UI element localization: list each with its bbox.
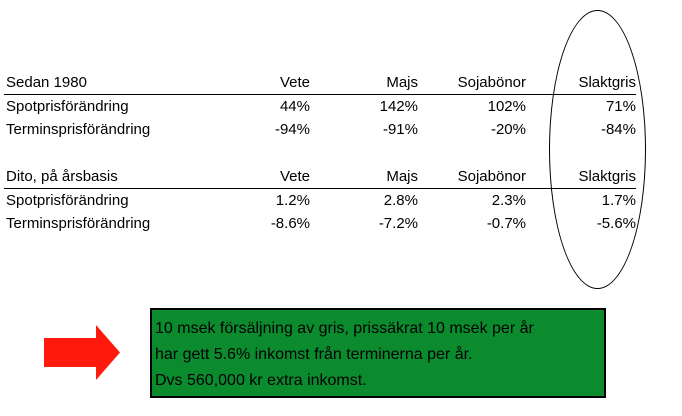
table2-header-divider <box>4 188 636 189</box>
table2-header-vete: Vete <box>279 168 310 185</box>
cell-majs: -91% <box>382 121 418 138</box>
table1-header-majs: Majs <box>386 74 418 91</box>
cell-sojabonor: 102% <box>487 98 526 115</box>
table1-header-vete: Vete <box>279 74 310 91</box>
right-arrow-icon <box>44 325 120 380</box>
row-label: Spotprisförändring <box>6 192 129 209</box>
cell-majs: 142% <box>379 98 418 115</box>
table1-header-label: Sedan 1980 <box>6 74 87 91</box>
table1-header-sojabonor: Sojabönor <box>457 74 526 91</box>
cell-slaktgris: -84% <box>600 121 636 138</box>
cell-sojabonor: -0.7% <box>486 215 526 232</box>
cell-vete: 44% <box>279 98 310 115</box>
callout-line: 10 msek försäljning av gris, prissäkrat 10 msek per år <box>155 320 534 337</box>
table1-header-slaktgris: Slaktgris <box>578 74 636 91</box>
callout-line: Dvs 560,000 kr extra inkomst. <box>155 372 367 389</box>
row-label: Spotprisförändring <box>6 98 129 115</box>
cell-slaktgris: -5.6% <box>596 215 636 232</box>
cell-vete: 1.2% <box>275 192 310 209</box>
callout-line: har gett 5.6% inkomst från terminerna per år. <box>155 346 473 363</box>
callout-box <box>150 308 606 398</box>
row-label: Terminsprisförändring <box>6 215 151 232</box>
table2-header-majs: Majs <box>386 168 418 185</box>
cell-sojabonor: -20% <box>490 121 526 138</box>
cell-vete: -8.6% <box>270 215 310 232</box>
cell-slaktgris: 71% <box>605 98 636 115</box>
cell-majs: 2.8% <box>383 192 418 209</box>
table2-header-label: Dito, på årsbasis <box>6 168 118 185</box>
table2-header-slaktgris: Slaktgris <box>578 168 636 185</box>
table2-header-sojabonor: Sojabönor <box>457 168 526 185</box>
row-label: Terminsprisförändring <box>6 121 151 138</box>
cell-majs: -7.2% <box>378 215 418 232</box>
cell-slaktgris: 1.7% <box>601 192 636 209</box>
table1-header-divider <box>4 94 636 95</box>
cell-vete: -94% <box>274 121 310 138</box>
slaktgris-highlight-ellipse <box>549 10 646 289</box>
cell-sojabonor: 2.3% <box>491 192 526 209</box>
